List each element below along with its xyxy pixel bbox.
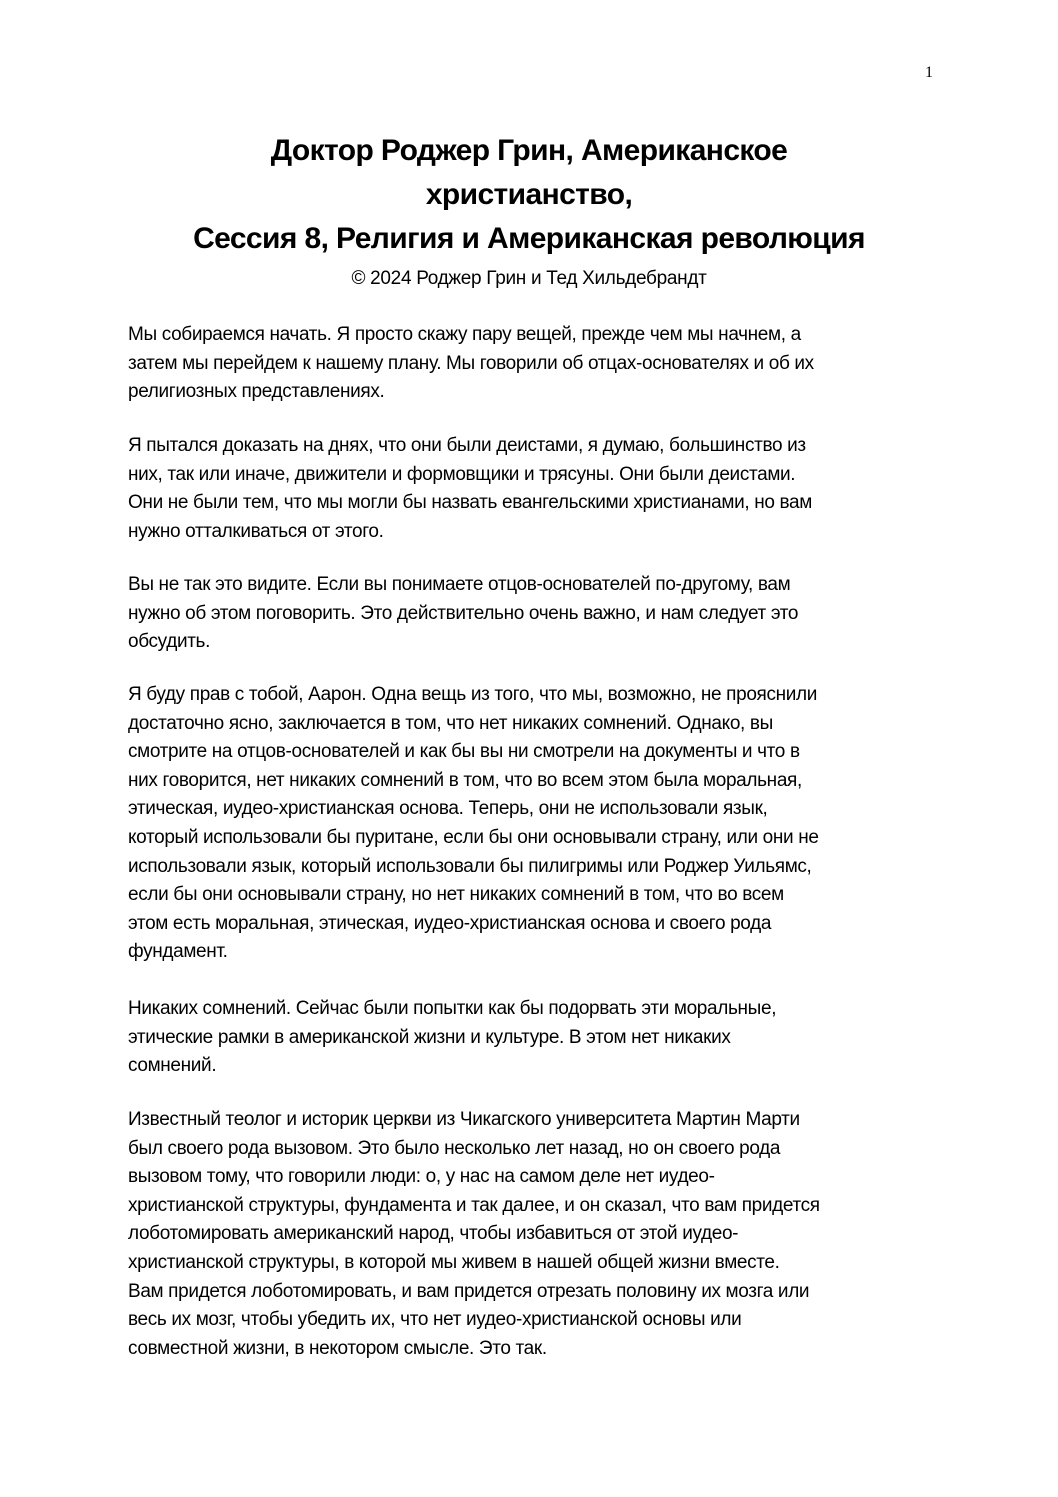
paragraph-4 xyxy=(128,681,948,967)
paragraph-line: сомнений. xyxy=(128,1055,217,1077)
paragraph-line: Они не были тем, что мы могли бы назвать евангельскими христианами, но вам xyxy=(128,492,812,514)
paragraph-3 xyxy=(128,571,948,657)
paragraph-line: который использовали бы пуритане, если бы они основывали страну, или они не xyxy=(128,826,819,848)
paragraph-line: них, так или иначе, движители и формовщики и трясуны. Они были деистами. xyxy=(128,463,796,485)
paragraph-line: фундамент. xyxy=(128,941,228,963)
paragraph-line: вызовом тому, что говорили люди: о, у нас на самом деле нет иудео- xyxy=(128,1166,715,1188)
paragraph-1 xyxy=(128,321,948,407)
title-line-3: Сессия 8, Религия и Американская революция xyxy=(193,222,865,255)
paragraph-line: обсудить. xyxy=(128,631,211,653)
paragraph-line: если бы они основывали страну, но нет никаких сомнений в том, что во всем xyxy=(128,884,784,906)
paragraph-line: христианской структуры, фундамента и так далее, и он сказал, что вам придется xyxy=(128,1194,820,1216)
paragraph-line: Вы не так это видите. Если вы понимаете отцов-основателей по-другому, вам xyxy=(128,574,791,595)
paragraph-5 xyxy=(128,995,948,1081)
paragraph-line: нужно отталкиваться от этого. xyxy=(128,520,384,542)
paragraph-line: лоботомировать американский народ, чтобы избавиться от этой иудео- xyxy=(128,1223,739,1245)
paragraph-line: Вам придется лоботомировать, и вам придется отрезать половину их мозга или xyxy=(128,1280,810,1302)
paragraph-line: этом есть моральная, этическая, иудео-христианская основа и своего рода xyxy=(128,912,772,934)
paragraph-line: Я пытался доказать на днях, что они были деистами, я думаю, большинство из xyxy=(128,435,806,456)
paragraph-line: смотрите на отцов-основателей и как бы вы ни смотрели на документы и что в xyxy=(128,741,800,763)
paragraph-line: христианской структуры, в которой мы живем в нашей общей жизни вместе. xyxy=(128,1251,780,1273)
paragraph-line: совместной жизни, в некотором смысле. Это так. xyxy=(128,1337,547,1359)
paragraph-line: Никаких сомнений. Сейчас были попытки как бы подорвать эти моральные, xyxy=(128,998,777,1019)
paragraph-2 xyxy=(128,432,948,546)
paragraph-6 xyxy=(128,1106,948,1363)
paragraph-line: достаточно ясно, заключается в том, что нет никаких сомнений. Однако, вы xyxy=(128,712,773,734)
paragraph-line: этические рамки в американской жизни и культуре. В этом нет никаких xyxy=(128,1026,731,1048)
paragraph-line: Известный теолог и историк церкви из Чикагского университета Мартин Марти xyxy=(128,1109,800,1130)
paragraph-line: этическая, иудео-христианская основа. Теперь, они не использовали язык, xyxy=(128,798,768,820)
page-number: 1 xyxy=(925,64,933,81)
paragraph-line: был своего рода вызовом. Это было несколько лет назад, но он своего рода xyxy=(128,1137,781,1159)
paragraph-line: нужно об этом поговорить. Это действительно очень важно, и нам следует это xyxy=(128,602,799,624)
paragraph-line: них говорится, нет никаких сомнений в том, что во всем этом была моральная, xyxy=(128,769,802,791)
paragraph-line: Мы собираемся начать. Я просто скажу пару вещей, прежде чем мы начнем, а xyxy=(128,324,801,345)
title-line-1: Доктор Роджер Грин, Американское xyxy=(270,134,788,167)
paragraph-line: затем мы перейдем к нашему плану. Мы говорили об отцах-основателях и об их xyxy=(128,352,814,374)
copyright-subtitle: © 2024 Роджер Грин и Тед Хильдебрандт xyxy=(351,268,707,289)
paragraph-line: религиозных представлениях. xyxy=(128,381,385,403)
paragraph-line: весь их мозг, чтобы убедить их, что нет иудео-христианской основы или xyxy=(128,1309,742,1331)
paragraph-line: использовали язык, который использовали бы пилигримы или Роджер Уильямс, xyxy=(128,855,812,877)
title-line-2: христианство, xyxy=(425,178,633,211)
paragraph-line: Я буду прав с тобой, Аарон. Одна вещь из того, что мы, возможно, не прояснили xyxy=(128,684,818,705)
